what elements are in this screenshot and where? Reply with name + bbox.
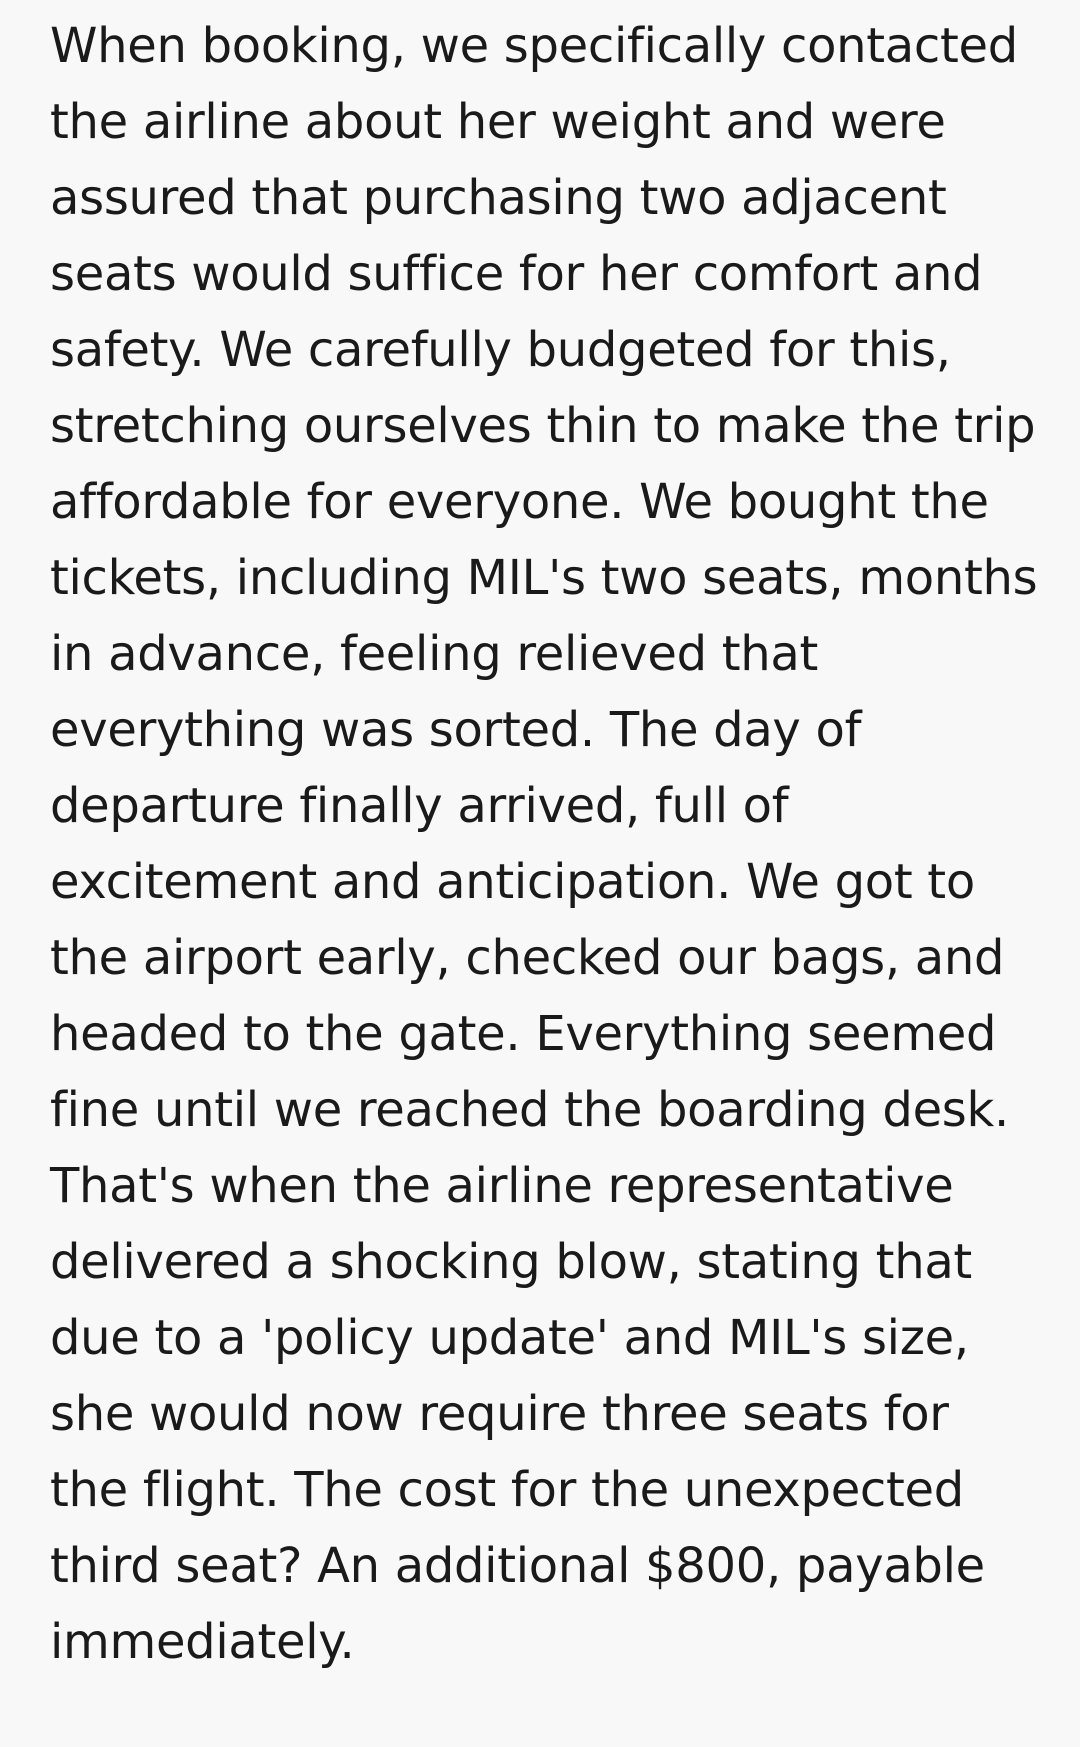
paragraph-line-21: third seat? An additional $800, payable <box>50 1538 985 1594</box>
paragraph-line-12: excitement and anticipation. We got to <box>50 854 975 910</box>
paragraph-line-11: departure finally arrived, full of <box>50 778 789 834</box>
paragraph-line-22: immediately. <box>50 1614 355 1670</box>
paragraph-line-4: seats would suffice for her comfort and <box>50 246 983 302</box>
paragraph-line-5: safety. We carefully budgeted for this, <box>50 322 951 378</box>
paragraph-line-6: stretching ourselves thin to make the trip <box>50 398 1036 454</box>
paragraph-line-10: everything was sorted. The day of <box>50 702 862 758</box>
paragraph-line-3: assured that purchasing two adjacent <box>50 170 947 226</box>
paragraph-line-9: in advance, feeling relieved that <box>50 626 819 682</box>
paragraph-line-7: affordable for everyone. We bought the <box>50 474 989 530</box>
paragraph-line-14: headed to the gate. Everything seemed <box>50 1006 997 1062</box>
paragraph-line-15: fine until we reached the boarding desk. <box>50 1082 1009 1138</box>
paragraph-line-2: the airline about her weight and were <box>50 94 946 150</box>
paragraph-line-8: tickets, including MIL's two seats, months <box>50 550 1038 606</box>
paragraph-line-19: she would now require three seats for <box>50 1386 949 1442</box>
paragraph-line-20: the flight. The cost for the unexpected <box>50 1462 964 1518</box>
paragraph-line-18: due to a 'policy update' and MIL's size, <box>50 1310 969 1366</box>
paragraph-line-1: When booking, we specifically contacted <box>50 18 1018 74</box>
paragraph-line-13: the airport early, checked our bags, and <box>50 930 1005 986</box>
paragraph-line-16: That's when the airline representative <box>50 1158 954 1214</box>
story-paragraph <box>50 8 1065 1680</box>
paragraph-line-17: delivered a shocking blow, stating that <box>50 1234 972 1290</box>
